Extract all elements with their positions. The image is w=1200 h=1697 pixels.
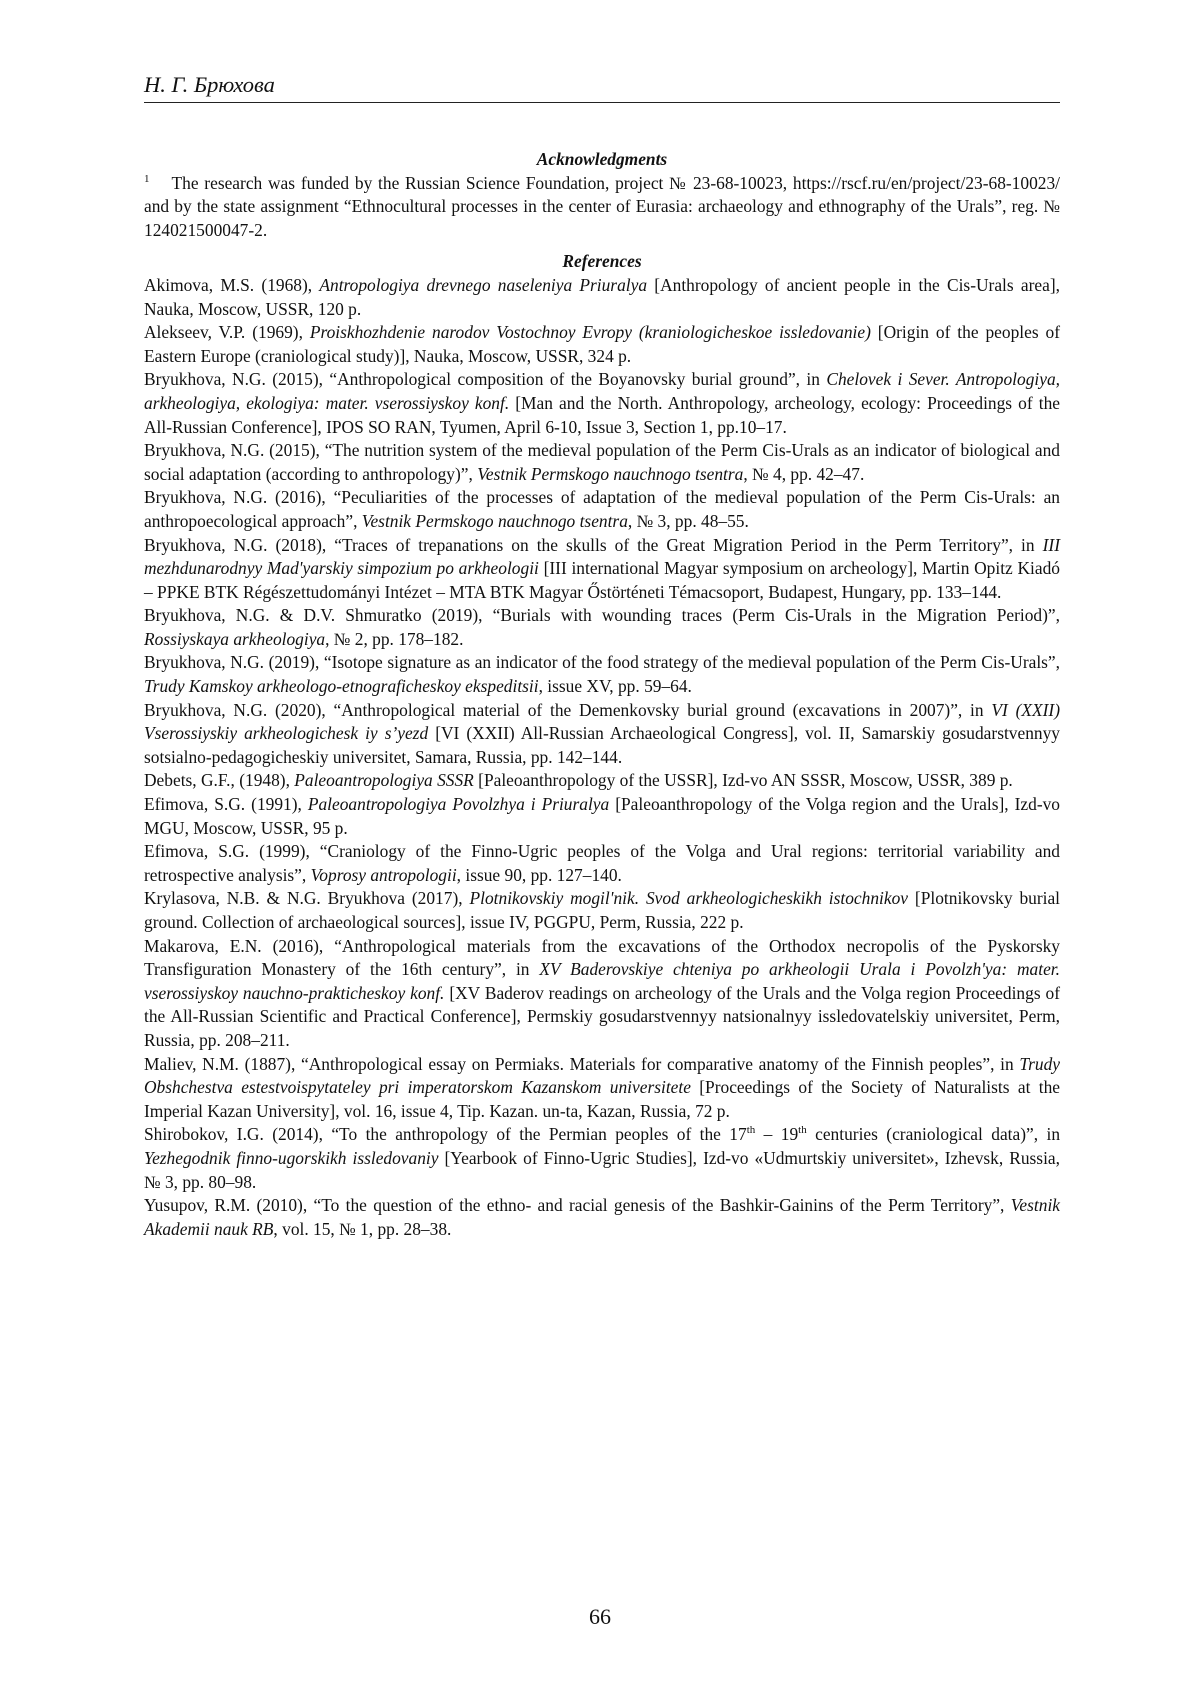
references-list [144,274,1060,1241]
reference-item: Shirobokov, I.G. (2014), “To the anthropology of the Permian peoples of the 17th – 19th centuries (craniological data)”, in Yezhegodnik finno-ugorskikh issledovaniy [Yearbook of Finno-Ugric Studies], Izd-vo «Udmurtskiy universitet», Izhevsk, Russia, № 3, pp. 80–98. [144,1123,1060,1194]
reference-item: Bryukhova, N.G. (2015), “The nutrition system of the medieval population of the Perm Cis-Urals as an indicator of biological and social adaptation (according to anthropology)”, Vestnik Permskogo nauchnogo tsentra, № 4, pp. 42–47. [144,439,1060,486]
reference-item: Bryukhova, N.G. & D.V. Shmuratko (2019), “Burials with wounding traces (Perm Cis-Urals in the Migration Period)”, Rossiyskaya arkheologiya, № 2, pp. 178–182. [144,604,1060,651]
reference-item: Yusupov, R.M. (2010), “To the question of the ethno- and racial genesis of the Bashkir-Gainins of the Perm Territory”, Vestnik Akademii nauk RB, vol. 15, № 1, pp. 28–38. [144,1194,1060,1241]
page-number: 66 [0,1604,1200,1630]
reference-item: Maliev, N.M. (1887), “Anthropological essay on Permiaks. Materials for comparative anatomy of the Finnish peoples”, in Trudy Obshchestva estestvoispytateley pri imperatorskom Kazanskom universitete [Proceedings of the Society of Naturalists at the Imperial Kazan University], vol. 16, issue 4, Tip. Kazan. un-ta, Kazan, Russia, 72 p. [144,1053,1060,1124]
main-content [144,148,1060,1241]
reference-item: Akimova, M.S. (1968), Antropologiya drevnego naseleniya Priuralya [Anthropology of ancient people in the Cis-Urals area], Nauka, Moscow, USSR, 120 p. [144,274,1060,321]
acknowledgments-text [144,172,1060,243]
reference-item: Bryukhova, N.G. (2018), “Traces of trepanations on the skulls of the Great Migration Period in the Perm Territory”, in III mezhdunarodnyy Mad'yarskiy simpozium po arkheologii [III international Magyar symposium on archeology], Martin Opitz Kiadó – PPKE BTK Régészettudományi Intézet – MTA BTK Magyar Őstörténeti Témacsoport, Budapest, Hungary, pp. 133–144. [144,534,1060,605]
page [0,0,1200,1697]
reference-item: Bryukhova, N.G. (2016), “Peculiarities of the processes of adaptation of the medieval population of the Perm Cis-Urals: an anthropoecological approach”, Vestnik Permskogo nauchnogo tsentra, № 3, pp. 48–55. [144,486,1060,533]
acknowledgments-title: Acknowledgments [144,148,1060,172]
reference-item: Debets, G.F., (1948), Paleoantropologiya SSSR [Paleoanthropology of the USSR], Izd-vo AN SSSR, Moscow, USSR, 389 p. [144,769,1060,793]
reference-item: Efimova, S.G. (1999), “Craniology of the Finno-Ugric peoples of the Volga and Ural regions: territorial variability and retrospective analysis”, Voprosy antropologii, issue 90, pp. 127–140. [144,840,1060,887]
references-title: References [144,250,1060,274]
reference-item: Makarova, E.N. (2016), “Anthropological materials from the excavations of the Orthodox necropolis of the Pyskorsky Transfiguration Monastery of the 16th century”, in XV Baderovskiye chteniya po arkheologii Urala i Povolzh'ya: mater. vserossiyskoy nauchno-prakticheskoy konf. [XV Baderov readings on archeology of the Urals and the Volga region Proceedings of the All-Russian Scientific and Practical Conference], Permskiy gosudarstvennyy natsionalnyy issledovatelskiy universitet, Perm, Russia, pp. 208–211. [144,935,1060,1053]
reference-item: Efimova, S.G. (1991), Paleoantropologiya Povolzhya i Priuralya [Paleoanthropology of the Volga region and the Urals], Izd-vo MGU, Moscow, USSR, 95 p. [144,793,1060,840]
footnote-mark: 1 [144,173,150,185]
reference-item: Bryukhova, N.G. (2015), “Anthropological composition of the Boyanovsky burial ground”, in Chelovek i Sever. Antropologiya, arkheologiya, ekologiya: mater. vserossiyskoy konf. [Man and the North. Anthropology, archeology, ecology: Proceedings of the All-Russian Conference], IPOS SO RAN, Tyumen, April 6-10, Issue 3, Section 1, pp.10–17. [144,368,1060,439]
reference-item: Bryukhova, N.G. (2020), “Anthropological material of the Demenkovsky burial ground (excavations in 2007)”, in VI (XXII) Vserossiyskiy arkheologichesk iy s’yezd [VI (XXII) All-Russian Archaeological Congress], vol. II, Samarskiy gosudarstvennyy sotsialno-pedagogicheskiy universitet, Samara, Russia, pp. 142–144. [144,699,1060,770]
running-head: Н. Г. Брюхова [144,70,1060,103]
acknowledgments-body: The research was funded by the Russian Science Foundation, project № 23-68-10023, https://rscf.ru/en/project/23-68-10023/ and by the state assignment “Ethnocultural processes in the center of Eurasia: archaeology and ethnography of the Urals”, reg. № 124021500047-2. [144,173,1060,240]
reference-item: Krylasova, N.B. & N.G. Bryukhova (2017), Plotnikovskiy mogil'nik. Svod arkheologicheskikh istochnikov [Plotnikovsky burial ground. Collection of archaeological sources], issue IV, PGGPU, Perm, Russia, 222 p. [144,887,1060,934]
reference-item: Bryukhova, N.G. (2019), “Isotope signature as an indicator of the food strategy of the medieval population of the Perm Cis-Urals”, Trudy Kamskoy arkheologo-etnograficheskoy ekspeditsii, issue XV, pp. 59–64. [144,651,1060,698]
reference-item: Alekseev, V.P. (1969), Proiskhozhdenie narodov Vostochnoy Evropy (kraniologicheskoe issledovanie) [Origin of the peoples of Eastern Europe (craniological study)], Nauka, Moscow, USSR, 324 p. [144,321,1060,368]
